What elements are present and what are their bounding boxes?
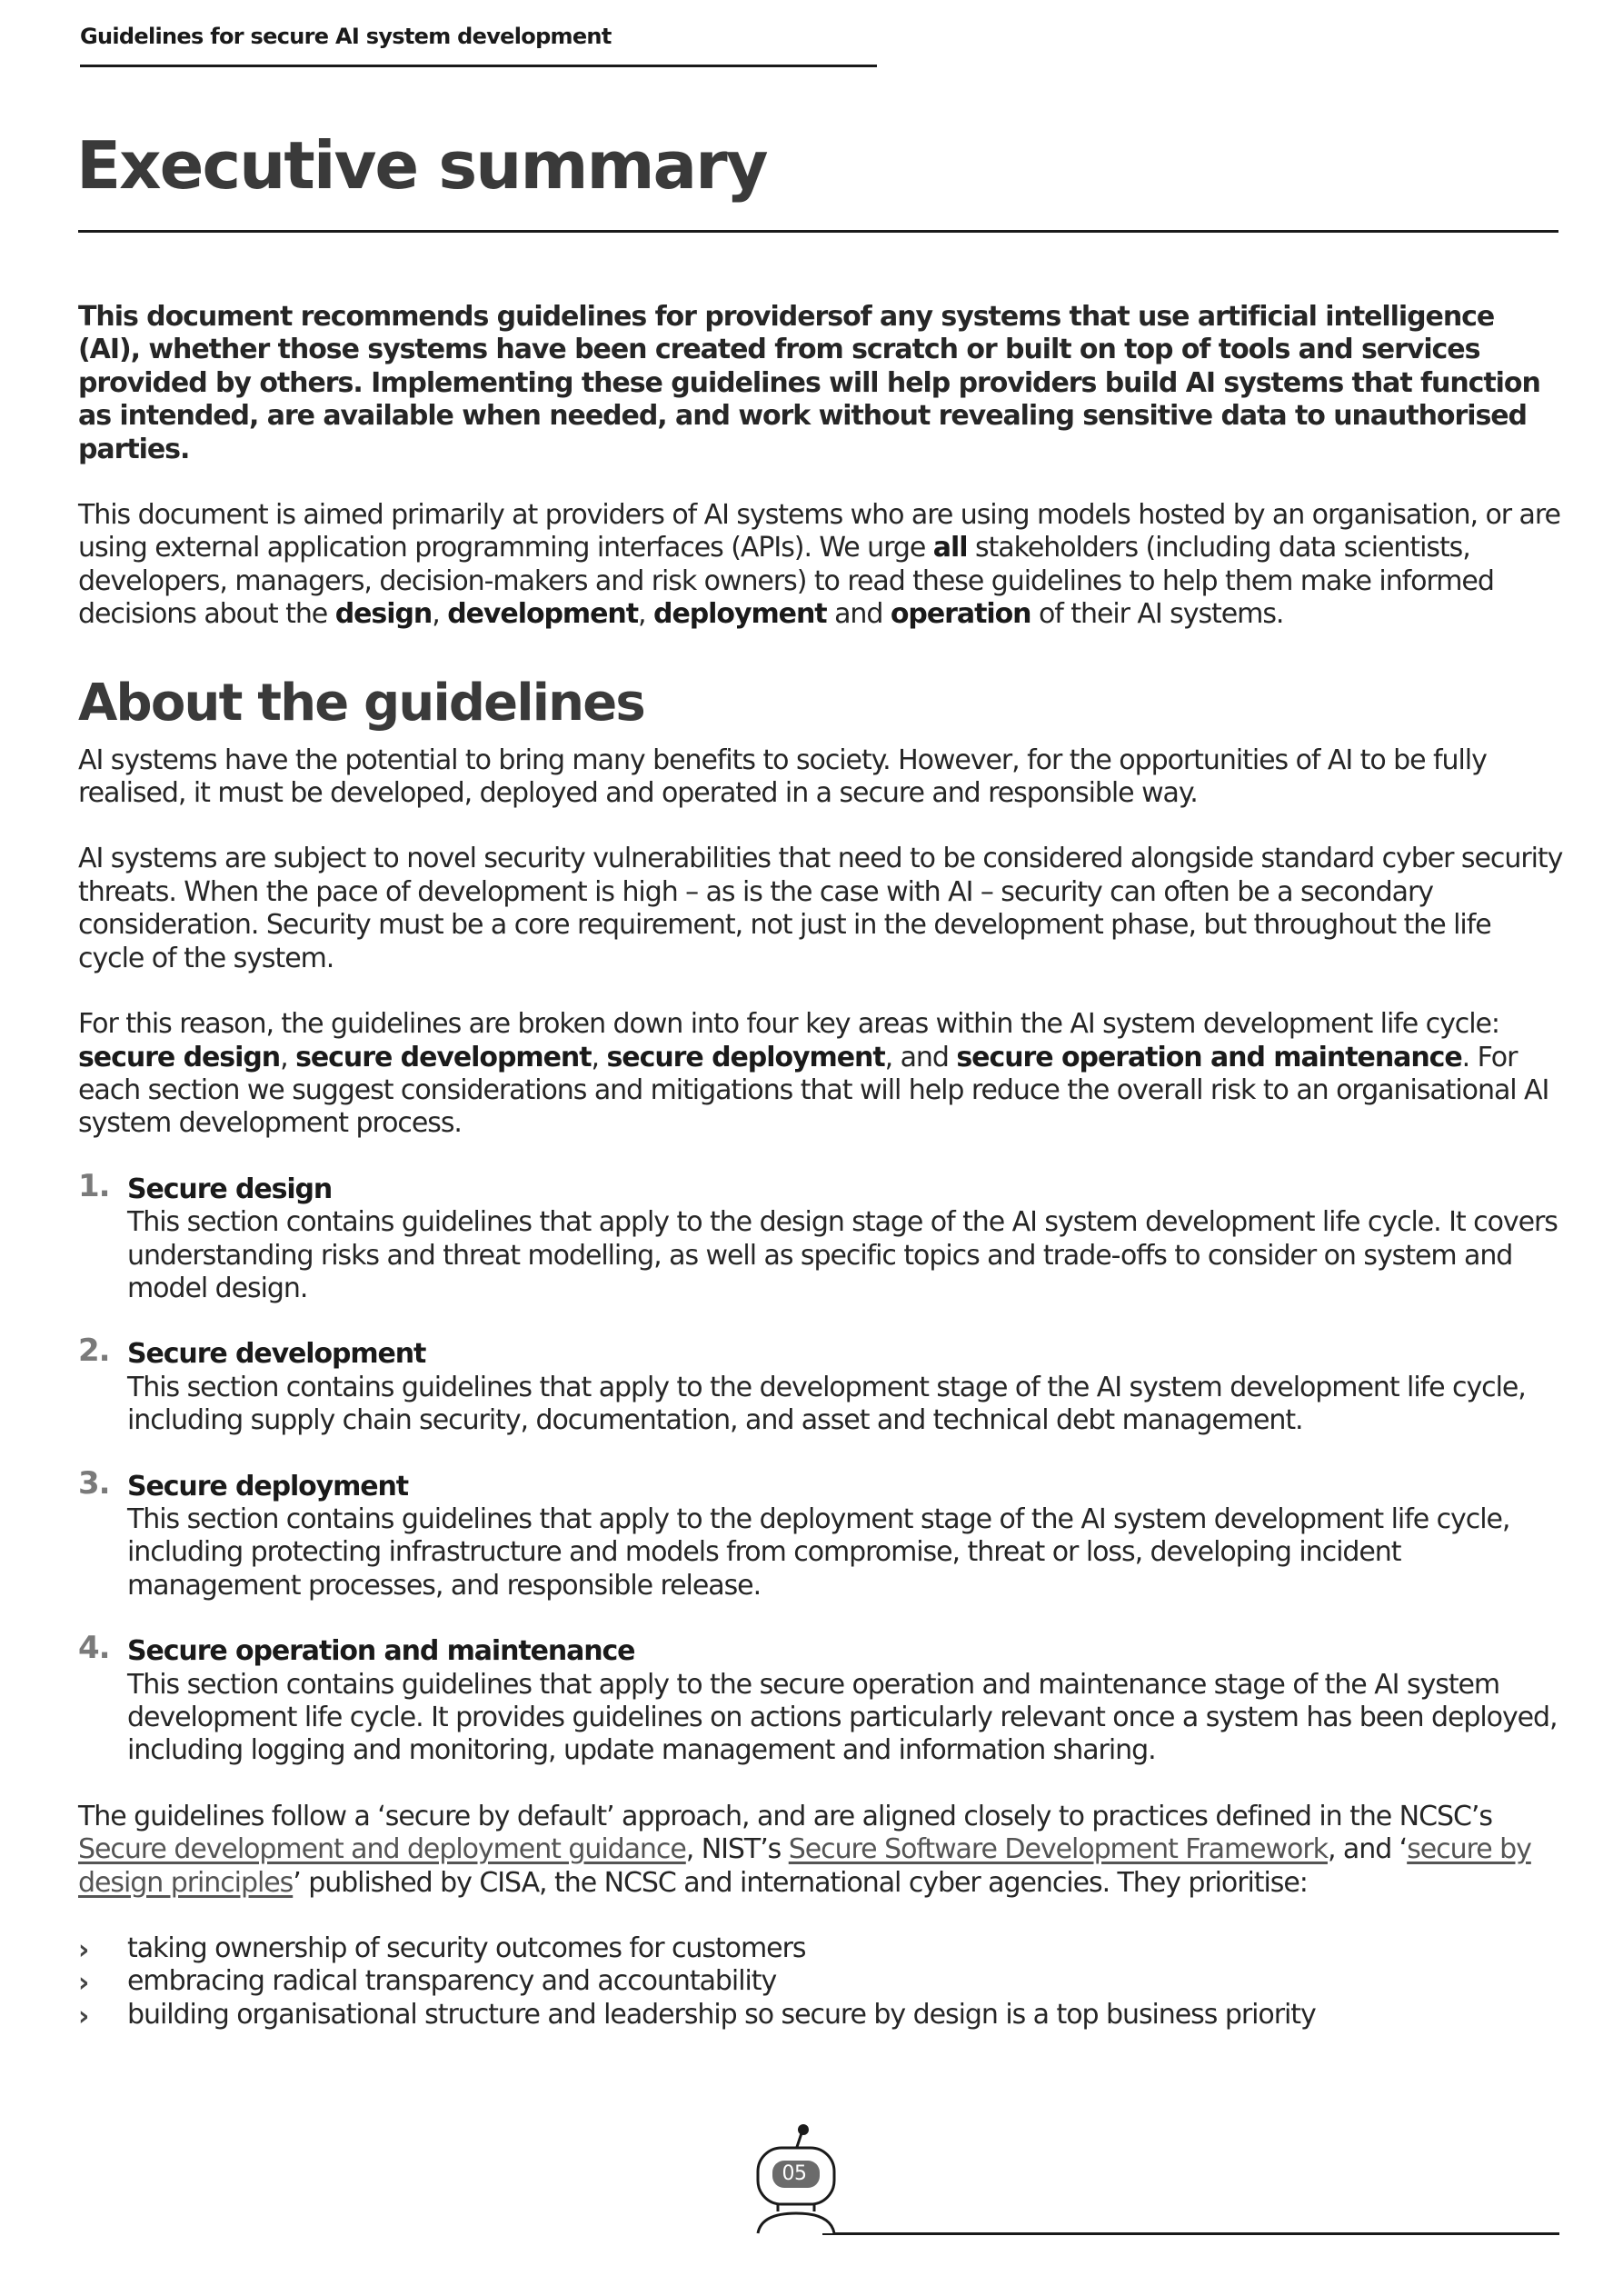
list-item-text: This section contains guidelines that apply to the secure operation and maintenance stage of the AI system development life cycle. It provides guidelines on actions particularly relevant once a system has been deployed, including logging and monitoring, update management and information sharing. <box>127 1668 1558 1767</box>
list-item-number: 4. <box>78 1630 110 1667</box>
closing-text: , NIST’s <box>685 1833 789 1866</box>
priorities-list <box>78 1932 1564 2031</box>
list-item-number: 3. <box>78 1464 110 1502</box>
footer-rule <box>822 2232 1559 2235</box>
ncsc-guidance-link[interactable]: Secure development and deployment guidance <box>78 1833 686 1866</box>
list-item <box>78 1464 1564 1603</box>
closing-text: ’ published by CISA, the NCSC and international cyber agencies. They prioritise: <box>293 1866 1308 1899</box>
intro-audience-paragraph <box>78 499 1564 632</box>
intro-text: of their AI systems. <box>1031 598 1284 631</box>
chevron-right-icon: › <box>78 1967 89 2000</box>
list-item <box>78 1999 1564 2031</box>
intro-emphasis-operation: operation <box>890 598 1031 631</box>
chevron-right-icon: › <box>78 2000 89 2032</box>
closing-paragraph <box>78 1801 1564 1900</box>
key-areas-list <box>78 1167 1564 1768</box>
list-item-title: Secure deployment <box>127 1470 409 1502</box>
priority-text: embracing radical transparency and accountability <box>127 1965 777 1998</box>
intro-emphasis-design: design <box>334 598 433 631</box>
list-item-title: Secure design <box>127 1173 333 1205</box>
intro-lead-paragraph: This document recommends guidelines for providersof any systems that use artificial intelligence (AI), whether those systems have been created from scratch or built on top of tools and services provided by others. Implementing these guidelines will help providers build AI systems that function as intended, are available when needed, and work without revealing sensitive data to unauthorised parties. <box>78 301 1540 465</box>
chevron-right-icon: › <box>78 1934 89 1967</box>
list-item-text: This section contains guidelines that apply to the development stage of the AI system development life cycle, including supply chain security, documentation, and asset and technical debt management. <box>127 1371 1526 1437</box>
secure-by-design-link[interactable]: secure by design principles <box>78 1833 1531 1899</box>
page-title: Executive summary <box>76 127 767 204</box>
header-rule <box>80 65 877 67</box>
list-item <box>78 1333 1564 1437</box>
about-heading: About the guidelines <box>78 673 644 733</box>
page-number: 05 <box>782 2162 807 2185</box>
list-item-text: This section contains guidelines that apply to the deployment stage of the AI system development life cycle, including protecting infrastructure and models from compromise, threat or loss, developing incident management processes, and responsible release. <box>127 1502 1510 1602</box>
intro-emphasis-deployment: deployment <box>653 598 827 631</box>
main-content <box>78 301 1564 2031</box>
about-text: . For each section we suggest considerations and mitigations that will help reduce the overall risk to an organisational AI system development process. <box>78 1041 1549 1140</box>
intro-separator: , <box>432 598 448 631</box>
about-paragraph-2: AI systems are subject to novel security vulnerabilities that need to be considered alongside standard cyber security threats. When the pace of development is high – as is the case with AI – security can often be a secondary consideration. Security must be a core requirement, not just in the development phase, but throughout the life cycle of the system. <box>78 843 1563 974</box>
intro-text: stakeholders (including data scientists, developers, managers, decision-makers and risk owners) to read these guidelines to help them make informed decisions about the <box>78 532 1494 631</box>
about-separator: , <box>280 1041 296 1073</box>
list-item-number: 1. <box>78 1167 110 1204</box>
intro-emphasis-development: development <box>447 598 639 631</box>
list-item-text: This section contains guidelines that apply to the design stage of the AI system development life cycle. It covers understanding risks and threat modelling, as well as specific topics and trade-offs to consider on system and model design. <box>127 1206 1558 1304</box>
closing-text: The guidelines follow a ‘secure by default’ approach, and are aligned closely to practices defined in the NCSC’s <box>78 1800 1492 1832</box>
priority-text: building organisational structure and leadership so secure by design is a top business priority <box>127 1998 1316 2031</box>
area-emphasis-secure-operation: secure operation and maintenance <box>956 1041 1462 1073</box>
list-item <box>78 1630 1564 1768</box>
about-separator: , and <box>884 1041 957 1073</box>
list-item <box>78 1965 1564 1998</box>
about-separator: , <box>591 1041 607 1073</box>
running-header: Guidelines for secure AI system development <box>80 24 612 49</box>
area-emphasis-secure-development: secure development <box>295 1041 592 1073</box>
area-emphasis-secure-design: secure design <box>78 1041 281 1073</box>
intro-separator: , <box>638 598 654 631</box>
about-text: For this reason, the guidelines are broken down into four key areas within the AI system development life cycle: <box>78 1008 1499 1041</box>
about-paragraph-1: AI systems have the potential to bring many benefits to society. However, for the opportunities of AI to be fully realised, it must be developed, deployed and operated in a secure and responsible way. <box>78 744 1487 810</box>
list-item-title: Secure development <box>127 1338 426 1371</box>
list-item <box>78 1932 1564 1965</box>
list-item-title: Secure operation and maintenance <box>127 1635 635 1668</box>
intro-emphasis-all: all <box>932 532 968 564</box>
intro-text: This document is aimed primarily at providers of AI systems who are using models hosted by an organisation, or are using external application programming interfaces (APIs). We urge <box>78 499 1560 564</box>
area-emphasis-secure-deployment: secure deployment <box>606 1041 885 1073</box>
title-rule <box>78 230 1558 233</box>
intro-text: and <box>826 598 891 631</box>
about-paragraph-3 <box>78 1008 1564 1141</box>
closing-text: , and ‘ <box>1327 1833 1408 1866</box>
list-item-number: 2. <box>78 1333 110 1370</box>
nist-ssdf-link[interactable]: Secure Software Development Framework <box>788 1833 1328 1866</box>
priority-text: taking ownership of security outcomes for customers <box>127 1932 806 1965</box>
list-item <box>78 1167 1564 1306</box>
